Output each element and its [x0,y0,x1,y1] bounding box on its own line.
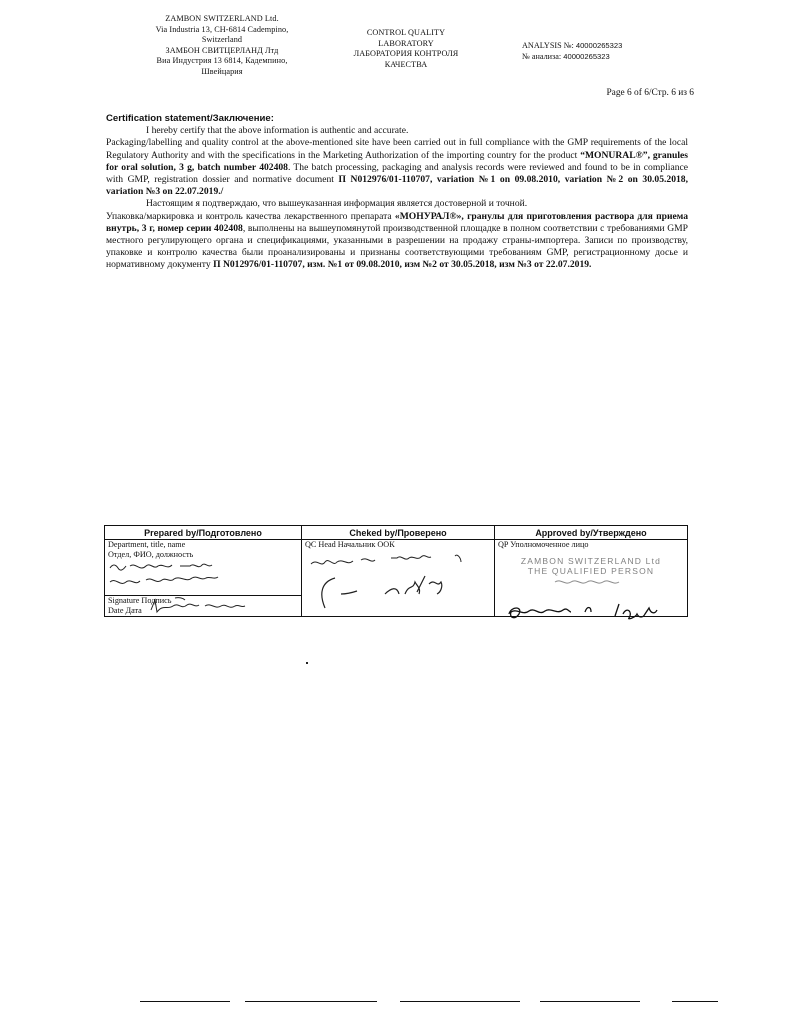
department-label-ru: Отдел, ФИО, должность [108,550,194,559]
approved-by-header: Approved by/Утверждено [495,526,688,540]
analysis-number-ru: № анализа: 40000265323 [522,52,610,61]
footer-rule [400,1001,520,1002]
prepared-by-header: Prepared by/Подготовлено [105,526,302,540]
certification-intro-ru: Настоящим я подтверждаю, что вышеуказанная информация является достоверной и точной. [146,198,528,210]
certification-body-ru: Упаковка/маркировка и контроль качества лекарственного препарата «МОНУРАЛ®», гранулы для приготовления раствора для приема внутрь, 3 г, номер серии 402408, выполнены на вышеупомянутой производственной площадке в полном соответствии с требованиями GMP местного регулирующего органа и спецификациями, указанными в разрешении на продажу страны-импортера. Записи по производству, упаковке и контролю качества были проанализированы и признаны соответствующими требованиям GMP, регистрационному досье и нормативному документу П N012976/01-110707, изм. №1 от 09.08.2010, изм №2 от 30.05.2018, изм №3 от 22.07.2019. [106,210,689,271]
stamp-line: ZAMBON SWITZERLAND Ltd [520,556,662,566]
department-label-en: Department, title, name [108,540,186,549]
stamp-line: THE QUALIFIED PERSON [527,566,655,576]
stray-mark [306,662,308,664]
analysis-number-block [522,40,722,62]
company-line: Switzerland [201,35,243,44]
product-name-ru: «МОНУРАЛ®», гранулы для приготовления раствора для приема внутрь, 3 г, номер серии 402408 [106,210,688,234]
company-line: Виа Индустрия 13 6814, Кадемпино, [156,56,288,65]
qc-head-label: QC Head Начальник ООК [305,540,395,549]
company-line: Via Industria 13, CH-6814 Cadempino, [155,24,289,34]
approved-by-cell [495,540,688,617]
handwritten-name-scribble [108,560,294,590]
company-stamp [498,556,684,588]
signature-label: Signature Подпись [108,596,172,605]
qc-head-signature-scribble [305,550,491,614]
page-number: Page 6 of 6/Стр. 6 из 6 [606,88,694,98]
prepared-signature-scribble [145,596,265,618]
analysis-number-en: ANALYSIS №: 40000265323 [522,41,623,50]
lab-line: КАЧЕСТВА [384,59,428,69]
certification-statement [106,113,688,272]
lab-line: CONTROL QUALITY [366,28,446,37]
date-label: Date Дата [108,606,142,615]
certification-title: Certification statement/Заключение: [106,113,274,124]
checked-by-header: Cheked by/Проверено [302,526,495,540]
qp-signature-scribble [505,600,685,624]
company-line: ЗАМБОН СВИТЦЕРЛАНД Лтд [165,45,279,55]
normative-doc-en: П N012976/01-110707, variation №1 on 09.08.2010, variation №2 on 30.05.2018, variation №3 on 22.07.2019./ [106,174,688,198]
normative-doc-ru: П N012976/01-110707, изм. №1 от 09.08.2010, изм №2 от 30.05.2018, изм №3 от 22.07.2019. [213,259,592,271]
certification-intro-en: I hereby certify that the above information is authentic and accurate. [146,125,409,137]
lab-line: ЛАБОРАТОРИЯ КОНТРОЛЯ [353,49,459,58]
product-name-en: “MONURAL®”, granules for oral solution, 3 g, batch number 402408 [106,149,689,173]
footer-rule [140,1001,230,1002]
company-address-block [124,14,320,77]
company-line: Швейцария [201,66,243,76]
prepared-by-cell [105,540,302,617]
footer-rule [672,1001,718,1002]
footer-rule [245,1001,377,1002]
lab-title-block [326,28,486,70]
lab-line: LABORATORY [378,38,434,48]
certification-body-en: Packaging/labelling and quality control at the above-mentioned site have been carried out in full compliance with the GMP requirements of the local Regulatory Authority and with the specifications in the Marketing Authorization of the importing country for the product “MONURAL®”, granules for oral solution, 3 g, batch number 402408. The batch processing, packaging and analysis records were reviewed and found to be in compliance with GMP, registration dossier and normative document П N012976/01-110707, variation №1 on 09.08.2010, variation №2 on 30.05.2018, variation №3 on 22.07.2019./ [106,137,689,198]
signature-table [104,525,688,617]
qp-label: QP Уполномоченное лицо [498,540,589,549]
stamp-scribble [551,576,631,586]
footer-rule [540,1001,640,1002]
company-line: ZAMBON SWITZERLAND Ltd. [165,14,279,23]
checked-by-cell [302,540,495,617]
